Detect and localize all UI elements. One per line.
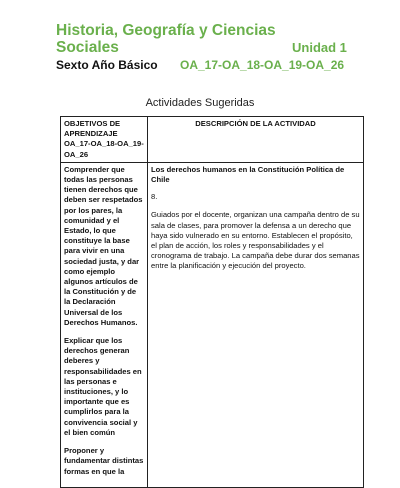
objectives-cell <box>61 162 148 487</box>
activity-column-header: DESCRIPCIÓN DE LA ACTIVIDAD <box>148 117 364 163</box>
grade-label: Sexto Año Básico <box>56 58 158 72</box>
unit-label: Unidad 1 <box>292 40 347 55</box>
section-title: Actividades Sugeridas <box>145 97 255 109</box>
objective-item: Proponer y fundamentar distintas formas en que la <box>64 446 144 476</box>
activity-description: Guiados por el docente, organizan una campaña dentro de su sala de clases, para promover la defensa a un derecho que haya sido vulnerado en su entorno. Establecen el propósito, el plan de acción, los roles y responsabilidades y el cronograma de trabajo. La campaña debe durar dos semanas entre la planificación y ejecución del proyecto. <box>151 210 360 271</box>
activity-title: Los derechos humanos en la Constitución Política de Chile <box>151 164 345 185</box>
oa-codes: OA_17-OA_18-OA_19-OA_26 <box>180 58 345 72</box>
document-header <box>56 22 356 74</box>
activities-table <box>60 116 364 488</box>
objectives-column-header: OBJETIVOS DE APRENDIZAJE OA_17-OA_18-OA_19-OA_26 <box>61 117 148 163</box>
activity-cell <box>148 162 364 487</box>
objective-item: Comprender que todas las personas tienen derechos que deben ser respetados por los pares, la comunidad y el Estado, lo que constituye la base para vivir en una sociedad justa, y dar como ejemplo algunos artículos de la Constitución y de la Declaración Universal de los Derechos Humanos. <box>64 164 143 327</box>
title-row-2 <box>56 39 356 56</box>
activity-number: 8. <box>151 192 158 202</box>
table-header-row <box>61 117 364 163</box>
objective-item: Explicar que los derechos generan deberes y responsabilidades en las personas e instituciones, y lo importante que es cumplirlos para la convivencia social y el bien común <box>64 336 142 437</box>
subject-title-line-2: Sociales <box>56 39 119 56</box>
subject-title-line-1: Historia, Geografía y Ciencias <box>56 22 276 39</box>
table-row <box>61 162 364 487</box>
title-row-3 <box>56 58 356 74</box>
